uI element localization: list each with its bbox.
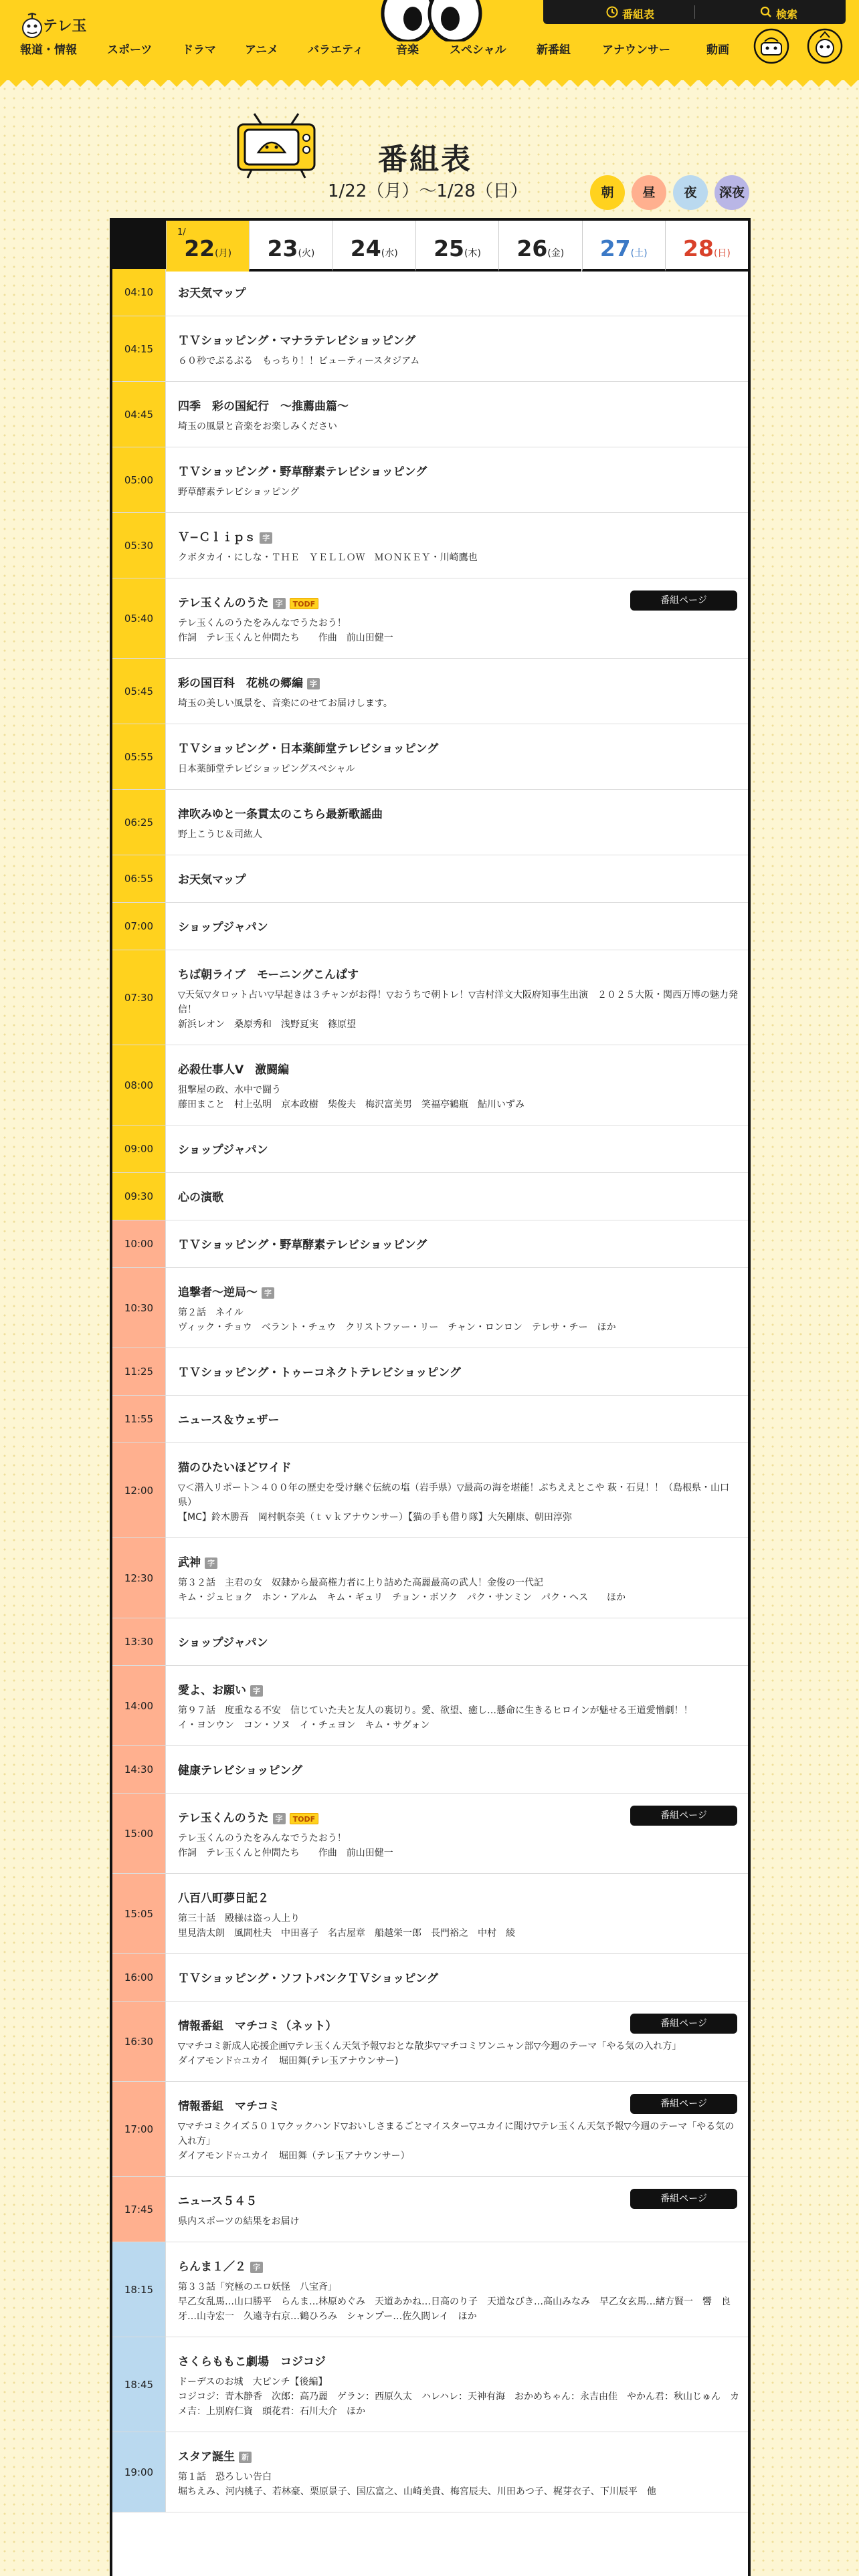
character-badge-icon[interactable] xyxy=(807,28,843,64)
program-row[interactable] xyxy=(112,578,748,659)
program-title[interactable]: 武神 xyxy=(178,1556,201,1570)
nav-item-drama[interactable]: ドラマ xyxy=(182,43,216,57)
program-page-button[interactable]: 番組ページ xyxy=(630,591,737,611)
site-header xyxy=(0,0,859,80)
program-row[interactable] xyxy=(112,1954,748,2002)
program-description: 【MC】鈴木勝吾 岡村帆奈美（ｔｖｋアナウンサー）【猫の手も借り隊】大矢剛康、朝田淳弥 xyxy=(178,1512,572,1523)
program-title[interactable]: 八百八町夢日記２ xyxy=(178,1892,269,1905)
program-title[interactable]: 追撃者〜逆局〜 xyxy=(178,1286,258,1299)
program-row[interactable] xyxy=(112,659,748,724)
program-time: 18:15 xyxy=(112,2242,166,2337)
program-description: 第９７話 度重なる不安 信じていた夫と友人の裏切り。愛、欲望、癒し…懸命に生きるヒロインが魅せる王道愛憎劇！！ xyxy=(178,1705,693,1716)
program-tag-badge: 字 xyxy=(273,598,286,609)
day-tab-date: 24 xyxy=(350,235,381,261)
program-title[interactable]: さくらももこ劇場 コジコジ xyxy=(178,2355,326,2369)
program-description: 早乙女乱馬…山口勝平 らんま…林原めぐみ 天道あかね…日高のり子 天道なびき…高山みなみ 早乙女玄馬…緒方賢一 響 良牙…山寺宏一 久遠寺右京…鶴ひろみ シャンプー…佐久間レイ ほか xyxy=(178,2296,731,2322)
program-time: 04:45 xyxy=(112,382,166,447)
day-tab[interactable] xyxy=(415,221,498,272)
program-row[interactable] xyxy=(112,1874,748,1954)
nav-item-variety[interactable]: バラエティ xyxy=(308,43,364,57)
program-tag-badge: 字 xyxy=(250,2262,263,2273)
day-tabs-corner xyxy=(112,221,166,272)
program-row[interactable] xyxy=(112,1396,748,1443)
day-tab-weekday: (日) xyxy=(713,248,731,259)
program-tag-badge: 字 xyxy=(250,1685,263,1697)
schedule-table xyxy=(110,218,751,2576)
nav-item-announcers[interactable]: アナウンサー xyxy=(602,43,670,57)
program-title[interactable]: ＴＶショッピング・マナラテレビショッピング xyxy=(178,334,416,348)
program-time: 04:10 xyxy=(112,269,166,316)
program-title[interactable]: 猫のひたいほどワイド xyxy=(178,1461,292,1475)
program-row[interactable] xyxy=(112,269,748,316)
nav-item-special[interactable]: スペシャル xyxy=(450,43,506,57)
todf-badge: TODF xyxy=(290,1813,319,1824)
tod-evening-button[interactable]: 夜 xyxy=(673,175,708,210)
program-time: 09:00 xyxy=(112,1125,166,1172)
program-row[interactable] xyxy=(112,1746,748,1794)
day-tabs xyxy=(112,218,748,269)
program-time: 18:45 xyxy=(112,2337,166,2432)
program-row[interactable] xyxy=(112,950,748,1045)
program-title[interactable]: テレ玉くんのうた xyxy=(178,597,269,610)
program-description: ヴィック・チョウ ベラント・チュウ クリストファー・リー チャン・ロンロン テレサ・チー ほか xyxy=(178,1322,616,1333)
day-tab-date: 28 xyxy=(683,235,714,261)
utility-divider xyxy=(694,5,695,19)
program-description: ▽天気▽タロット占い▽早起きは３チャンがお得！▽おうちで朝トレ！▽吉村洋文大阪府知事生出演 ２０２５大阪・関西万博の魅力発信！ xyxy=(178,990,738,1015)
program-description: 野上こうじ＆司紘人 xyxy=(178,829,262,840)
program-title[interactable]: 津吹みゆと一条貫太のこちら最新歌謡曲 xyxy=(178,808,383,821)
nav-item-new-programs[interactable]: 新番組 xyxy=(537,43,571,57)
program-page-button[interactable]: 番組ページ xyxy=(630,1806,737,1826)
program-row[interactable] xyxy=(112,1220,748,1268)
program-time: 07:00 xyxy=(112,903,166,950)
program-time: 11:25 xyxy=(112,1348,166,1395)
program-description: 野草酵素テレビショッピング xyxy=(178,487,300,498)
program-title[interactable]: ＴＶショッピング・野草酵素テレビショッピング xyxy=(178,465,427,479)
program-title[interactable]: ＴＶショッピング・日本薬師堂テレビショッピング xyxy=(178,742,439,756)
program-description: ▽＜潜入リポート＞４００年の歴史を受け継ぐ伝統の塩（岩手県）▽最高の海を堪能！ぶちええとこや 萩・石見！！（島根県・山口県） xyxy=(178,1483,729,1508)
program-title[interactable]: 必殺仕事人Ⅴ 激闘編 xyxy=(178,1063,290,1077)
program-row[interactable] xyxy=(112,903,748,950)
program-title[interactable]: ＴＶショッピング・ソフトバンクＴＶショッピング xyxy=(178,1972,438,1985)
day-tab-weekday: (土) xyxy=(630,248,648,259)
program-row[interactable] xyxy=(112,2337,748,2432)
program-row[interactable] xyxy=(112,1538,748,1618)
program-title[interactable]: ＴＶショッピング・トゥーコネクトテレビショッピング xyxy=(178,1366,461,1380)
program-tag-badge: 字 xyxy=(260,532,272,544)
day-tab[interactable] xyxy=(582,221,665,272)
program-time: 17:45 xyxy=(112,2177,166,2242)
program-row[interactable] xyxy=(112,316,748,382)
program-row[interactable] xyxy=(112,447,748,513)
day-tab-date: 27 xyxy=(599,235,631,261)
tod-daytime-button[interactable]: 昼 xyxy=(632,175,666,210)
program-time: 16:00 xyxy=(112,1954,166,2001)
program-title[interactable]: ショップジャパン xyxy=(178,1144,268,1157)
program-row[interactable] xyxy=(112,2242,748,2337)
program-row[interactable] xyxy=(112,724,748,790)
program-time: 12:00 xyxy=(112,1443,166,1537)
day-tab-weekday: (火) xyxy=(298,248,315,259)
program-description: 藤田まこと 村上弘明 京本政樹 柴俊夫 梅沢富美男 笑福亭鶴瓶 鮎川いずみ xyxy=(178,1099,524,1110)
program-title[interactable]: ニュース＆ウェザー xyxy=(178,1414,280,1427)
program-time: 15:00 xyxy=(112,1794,166,1873)
program-title[interactable]: ショップジャパン xyxy=(178,921,268,934)
program-description: 第３３話「究極のエロ妖怪 八宝斉」 xyxy=(178,2282,337,2292)
program-title[interactable]: ショップジャパン xyxy=(178,1636,268,1650)
program-description: 第３２話 主君の女 奴隷から最高権力者に上り詰めた高麗最高の武人！金俊の一代記 xyxy=(178,1578,543,1588)
program-description: ▽マチコミクイズ５０１▽クックハンド▽おいしさまるごとマイスター▽ユカイに聞け▽テレ玉くん天気予報▽今週のテーマ「やる気の入れ方」 xyxy=(178,2121,735,2147)
program-description: 第三十話 殿様は盗っ人上り xyxy=(178,1913,300,1924)
nav-item-video[interactable]: 動画 xyxy=(706,43,729,57)
program-time: 14:00 xyxy=(112,1666,166,1745)
program-row[interactable] xyxy=(112,855,748,903)
program-row[interactable] xyxy=(112,1348,748,1396)
program-time: 05:55 xyxy=(112,724,166,789)
program-description: ドーデスのお城 大ピンチ【後編】 xyxy=(178,2377,328,2387)
day-tab-weekday: (木) xyxy=(464,248,481,259)
nav-item-music[interactable]: 音楽 xyxy=(396,43,419,57)
program-time: 15:05 xyxy=(112,1874,166,1953)
program-time: 08:00 xyxy=(112,1045,166,1125)
program-row[interactable] xyxy=(112,2082,748,2177)
nav-item-sports[interactable]: スポーツ xyxy=(107,43,153,57)
program-description: ダイアモンド☆ユカイ 堀田舞（テレ玉アナウンサー） xyxy=(178,2151,410,2161)
program-time: 14:30 xyxy=(112,1746,166,1793)
program-title[interactable]: ＴＶショッピング・野草酵素テレビショッピング xyxy=(178,1239,427,1252)
program-description: クボタカイ・にしな・ＴＨＥ ＹＥＬＬＯＷ ＭＯＮＫＥＹ・川崎鷹也 xyxy=(178,552,478,563)
mascot-character-icon[interactable] xyxy=(753,28,789,64)
program-title[interactable]: 彩の国百科 花桃の郷編 xyxy=(178,677,303,690)
day-tab-date: 23 xyxy=(267,235,298,261)
program-time: 09:30 xyxy=(112,1173,166,1220)
search-link[interactable]: 検索 xyxy=(776,8,798,21)
program-title[interactable]: スタア誕生 xyxy=(178,2450,235,2464)
program-time: 13:30 xyxy=(112,1618,166,1665)
program-time: 06:55 xyxy=(112,855,166,902)
program-time: 19:00 xyxy=(112,2432,166,2512)
program-title[interactable]: テレ玉くんのうた xyxy=(178,1812,269,1825)
logo-text[interactable]: テレ玉 xyxy=(43,18,87,35)
program-description: 日本薬師堂テレビショッピングスペシャル xyxy=(178,764,355,774)
program-row[interactable] xyxy=(112,1125,748,1173)
program-time: 05:40 xyxy=(112,578,166,658)
program-title[interactable]: 心の演歌 xyxy=(178,1191,223,1204)
program-title[interactable]: お天気マップ xyxy=(178,873,246,887)
program-row[interactable] xyxy=(112,1045,748,1125)
program-description: 里見浩太朗 風間杜夫 中田喜子 名古屋章 船越栄一郎 長門裕之 中村 綾 xyxy=(178,1928,515,1939)
program-description: テレ玉くんのうたをみんなでうたおう！ xyxy=(178,618,347,629)
program-description: 県内スポーツの結果をお届け xyxy=(178,2216,300,2227)
day-tab[interactable] xyxy=(249,221,332,272)
program-row[interactable] xyxy=(112,1268,748,1348)
program-time: 17:00 xyxy=(112,2082,166,2176)
program-title[interactable]: 四季 彩の国紀行 〜推薦曲篇〜 xyxy=(178,400,349,413)
day-tab-month: 1/ xyxy=(177,227,186,237)
program-tag-badge: 字 xyxy=(307,678,320,689)
day-tab-weekday: (水) xyxy=(381,248,398,259)
nav-item-news[interactable]: 報道・情報 xyxy=(20,43,77,57)
page-title: 番組表 xyxy=(378,142,472,177)
nav-item-anime[interactable]: アニメ xyxy=(245,43,279,57)
program-description: ６０秒でぷるぷる もっちり！！ビューティースタジアム xyxy=(178,356,420,366)
program-time: 07:30 xyxy=(112,950,166,1045)
program-row[interactable] xyxy=(112,2177,748,2242)
day-tab-date: 22 xyxy=(184,235,215,261)
date-range: 1/22（月）〜1/28（日） xyxy=(328,181,528,201)
program-description: 堀ちえみ、河内桃子、若林豪、栗原景子、国広富之、山崎美貴、梅宮辰夫、川田あつ子、梶芽衣子、下川辰平 他 xyxy=(178,2486,656,2497)
main-nav xyxy=(20,40,856,60)
program-tag-badge: 字 xyxy=(205,1558,217,1569)
program-row[interactable] xyxy=(112,2432,748,2512)
mascot-eyes-icon xyxy=(378,0,485,41)
header-zigzag-edge xyxy=(0,76,859,92)
program-time: 10:30 xyxy=(112,1268,166,1348)
program-description: ▽マチコミ新成人応援企画▽テレ玉くん天気予報▽おとな散歩▽マチコミワンニャン部▽今週のテーマ「やる気の入れ方」 xyxy=(178,2041,682,2052)
program-title[interactable]: 情報番組 マチコミ xyxy=(178,2100,280,2113)
program-title[interactable]: ニュース５４５ xyxy=(178,2195,258,2208)
program-description: 作詞 テレ玉くんと仲間たち 作曲 前山田健一 xyxy=(178,633,393,643)
program-page-button[interactable]: 番組ページ xyxy=(630,2189,737,2209)
program-title[interactable]: らんま１／２ xyxy=(178,2260,246,2274)
program-time: 05:30 xyxy=(112,513,166,578)
program-title[interactable]: お天気マップ xyxy=(178,287,246,300)
program-title[interactable]: Ｖ−Ｃｌｉｐｓ xyxy=(178,531,256,544)
day-tab[interactable] xyxy=(332,221,415,272)
program-row[interactable] xyxy=(112,1618,748,1666)
tod-late-night-button[interactable]: 深夜 xyxy=(714,175,749,210)
program-time: 11:55 xyxy=(112,1396,166,1442)
program-tag-badge: 字 xyxy=(262,1287,274,1299)
program-time: 12:30 xyxy=(112,1538,166,1618)
todf-badge: TODF xyxy=(290,598,319,609)
program-description: 新浜レオン 桑原秀和 浅野夏実 篠原望 xyxy=(178,1019,356,1030)
program-page-button[interactable]: 番組ページ xyxy=(630,2014,737,2034)
day-tab-date: 26 xyxy=(516,235,548,261)
program-tag-badge: 新 xyxy=(239,2452,252,2463)
program-description: コジコジ：青木静香 次郎：高乃麗 ゲラン：西原久太 ハレハレ：天神有海 おかめちゃん：永吉由佳 やかん君：秋山じゅん カメ吉：上別府仁資 頭花君：石川大介 ほか xyxy=(178,2391,740,2417)
program-row[interactable] xyxy=(112,2002,748,2082)
program-title[interactable]: 愛よ、お願い xyxy=(178,1684,246,1697)
program-description: 作詞 テレ玉くんと仲間たち 作曲 前山田健一 xyxy=(178,1848,393,1858)
clock-icon xyxy=(606,6,618,18)
program-title[interactable]: 健康テレビショッピング xyxy=(178,1764,302,1778)
television-illustration-icon xyxy=(235,112,317,179)
program-row[interactable] xyxy=(112,1173,748,1220)
day-tab-weekday: (金) xyxy=(547,248,565,259)
day-tab[interactable] xyxy=(166,221,249,272)
program-description: ダイアモンド☆ユカイ 堀田舞(テレ玉アナウンサー) xyxy=(178,2056,399,2066)
program-description: イ・ヨンウン コン・ソヌ イ・チェヨン キム・サグォン xyxy=(178,1720,430,1731)
program-time: 04:15 xyxy=(112,316,166,381)
program-row[interactable] xyxy=(112,513,748,578)
program-row[interactable] xyxy=(112,790,748,855)
program-description: 第２話 ネイル xyxy=(178,1307,244,1318)
day-tab[interactable] xyxy=(498,221,581,272)
program-description: 埼玉の風景と音楽をお楽しみください xyxy=(178,421,337,432)
program-time: 06:25 xyxy=(112,790,166,855)
program-title[interactable]: 情報番組 マチコミ（ネット） xyxy=(178,2020,337,2033)
day-tab-date: 25 xyxy=(434,235,465,261)
program-row[interactable] xyxy=(112,382,748,447)
program-title[interactable]: ちば朝ライブ モーニングこんぱす xyxy=(178,968,359,982)
program-description: 埼玉の美しい風景を、音楽にのせてお届けします。 xyxy=(178,698,393,709)
program-time: 05:00 xyxy=(112,447,166,512)
program-row[interactable] xyxy=(112,1443,748,1538)
program-time: 10:00 xyxy=(112,1220,166,1267)
program-description: キム・ジュヒョク ホン・アルム キム・ギュリ チョン・ボソク パク・サンミン パク・ヘス ほか xyxy=(178,1592,626,1603)
utility-bar xyxy=(543,0,846,24)
program-page-button[interactable]: 番組ページ xyxy=(630,2094,737,2114)
tod-morning-button[interactable]: 朝 xyxy=(590,175,625,210)
program-time: 16:30 xyxy=(112,2002,166,2081)
schedule-link[interactable]: 番組表 xyxy=(622,8,655,21)
program-row[interactable] xyxy=(112,1794,748,1874)
day-tab-weekday: (月) xyxy=(215,248,232,259)
program-description: 第１話 恐ろしい告白 xyxy=(178,2472,272,2482)
program-description: テレ玉くんのうたをみんなでうたおう！ xyxy=(178,1833,347,1844)
day-tab[interactable] xyxy=(665,221,748,272)
program-row[interactable] xyxy=(112,1666,748,1746)
search-icon xyxy=(760,6,772,18)
program-description: 狙撃屋の政、水中で闘う xyxy=(178,1085,281,1095)
program-time: 05:45 xyxy=(112,659,166,724)
program-tag-badge: 字 xyxy=(273,1813,286,1824)
